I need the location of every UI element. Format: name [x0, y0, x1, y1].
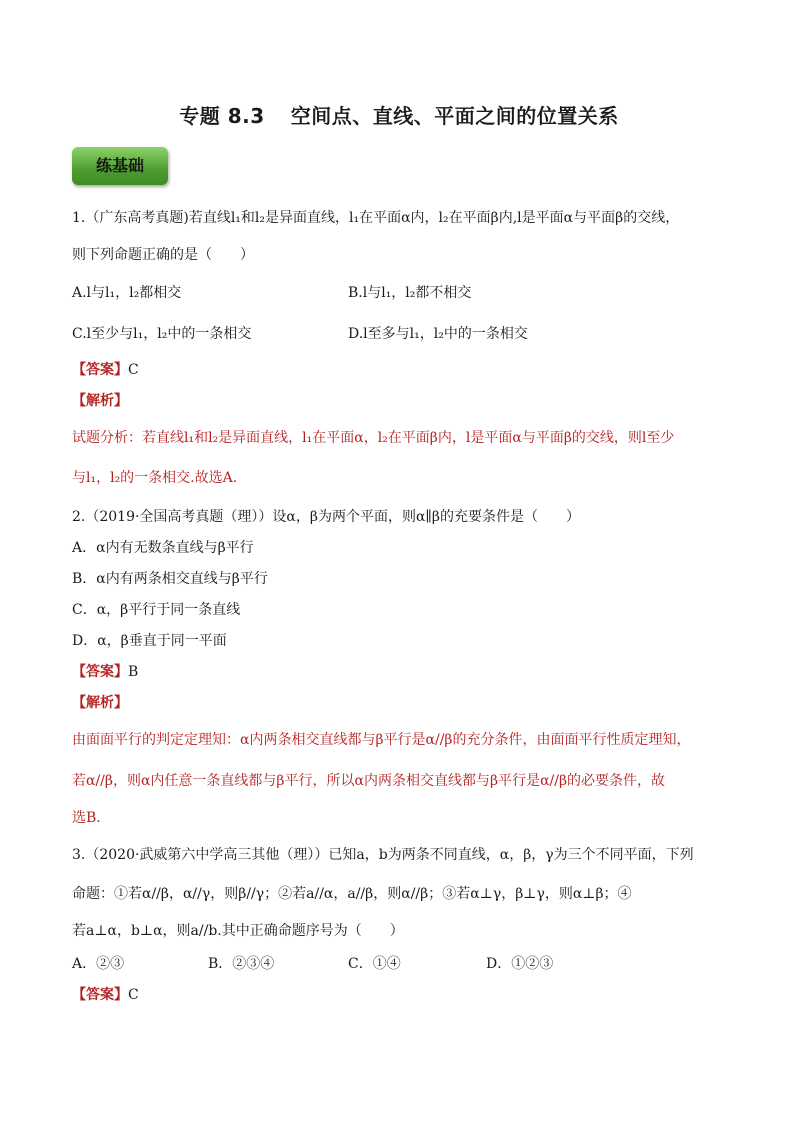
q3-option-c: C．①④: [348, 956, 401, 972]
q1-option-d: D.l至多与l₁，l₂中的一条相交: [348, 326, 528, 342]
q3-answer-value: C: [128, 987, 139, 1003]
q3-stem-line1: 3.（2020·武威第六中学高三其他（理））已知a，b为两条不同直线，α，β，γ为三个不同平面，下列: [72, 847, 694, 863]
q3-option-d: D．①②③: [486, 956, 554, 972]
q1-analysis-line2: 与l₁，l₂的一条相交.故选A.: [72, 470, 238, 486]
q2-answer-label: 【答案】: [72, 664, 128, 680]
q2-option-d: D．α，β垂直于同一平面: [72, 633, 227, 649]
page-title: [0, 100, 794, 129]
q2-analysis-line3: 选B.: [72, 810, 101, 826]
q2-option-b: B．α内有两条相交直线与β平行: [72, 571, 268, 587]
q1-option-b: B.l与l₁，l₂都不相交: [348, 285, 472, 301]
q3-option-a: A．②③: [72, 956, 125, 972]
q1-answer-label: 【答案】: [72, 362, 128, 378]
q2-answer-value: B: [128, 664, 139, 680]
q1-option-c: C.l至少与l₁，l₂中的一条相交: [72, 326, 252, 342]
q1-analysis-label: 【解析】: [72, 393, 128, 409]
q2-option-c: C．α，β平行于同一条直线: [72, 602, 241, 618]
q1-stem-line2: 则下列命题正确的是（ ）: [72, 247, 254, 263]
q1-option-a: A.l与l₁，l₂都相交: [72, 285, 182, 301]
q2-answer: [72, 662, 138, 682]
q3-answer: [72, 985, 139, 1005]
q3-stem-line3: 若a⊥α，b⊥α，则a//b.其中正确命题序号为（ ）: [72, 923, 404, 939]
q2-analysis-line1: 由面面平行的判定定理知：α内两条相交直线都与β平行是α//β的充分条件，由面面平行性质定理知，: [72, 732, 691, 748]
q2-option-a: A．α内有无数条直线与β平行: [72, 540, 254, 556]
q3-stem-line2: 命题：①若α//β，α//γ，则β//γ；②若a//α，a//β，则α//β；③若α⊥γ，β⊥γ，则α⊥β；④: [72, 886, 632, 902]
topic-number: 专题 8.3: [179, 104, 265, 128]
q1-stem-line1: 1.（广东高考真题)若直线l₁和l₂是异面直线，l₁在平面α内，l₂在平面β内,l是平面α与平面β的交线，: [72, 210, 680, 226]
q2-analysis-line2: 若α//β，则α内任意一条直线都与β平行，所以α内两条相交直线都与β平行是α//β的必要条件，故: [72, 773, 666, 789]
q3-option-b: B．②③④: [208, 956, 275, 972]
q1-answer-value: C: [128, 362, 139, 378]
q2-stem: 2.（2019·全国高考真题（理））设α，β为两个平面，则α∥β的充要条件是（ ）: [72, 509, 580, 525]
q1-analysis-line1: 试题分析：若直线l₁和l₂是异面直线，l₁在平面α，l₂在平面β内，l是平面α与平面β的交线，则l至少: [72, 430, 675, 446]
topic-title: 空间点、直线、平面之间的位置关系: [290, 104, 619, 128]
q1-answer: [72, 360, 139, 380]
q3-answer-label: 【答案】: [72, 987, 128, 1003]
practice-badge: 练基础: [72, 147, 168, 185]
q2-analysis-label: 【解析】: [72, 695, 128, 711]
